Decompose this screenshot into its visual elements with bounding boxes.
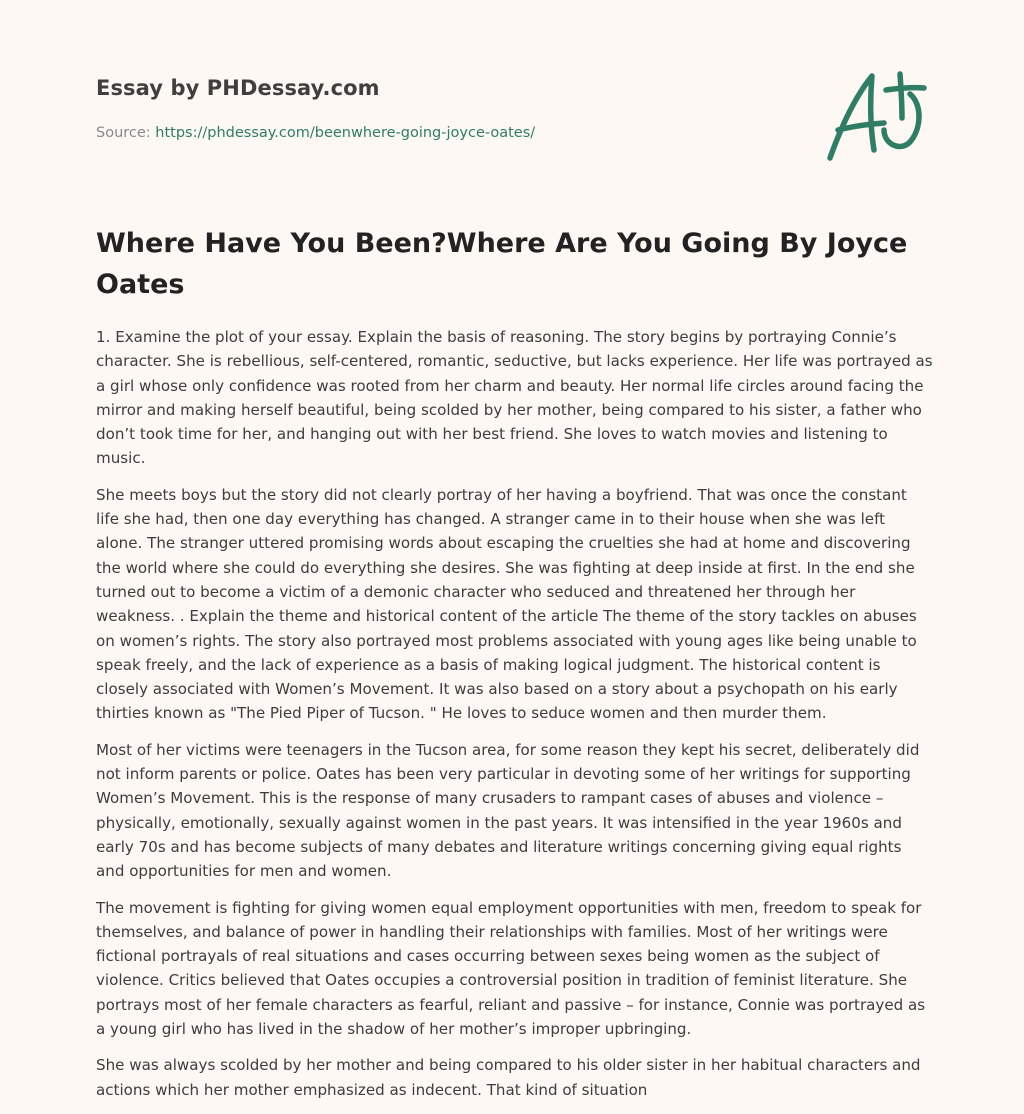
site-title: Essay by PHDessay.com <box>96 76 380 100</box>
header <box>96 76 936 176</box>
essay-body <box>96 325 934 1114</box>
source-line <box>96 125 535 141</box>
essay-title: Where Have You Been?Where Are You Going By Joyce Oates <box>96 228 908 300</box>
essay-paragraph: She was always scolded by her mother and being compared to his older sister in her habitual characters and actions which her mother emphasized as indecent. That kind of situation <box>96 1056 921 1099</box>
source-label: Source: <box>96 125 151 141</box>
essay-paragraph: She meets boys but the story did not clearly portray of her having a boyfriend. That was once the constant life she had, then one day everything has changed. A stranger came in to their house when she was left alone. The stranger uttered promising words about escaping the cruelties she had at home and discovering the world where she could do everything she desires. She was fighting at deep inside at first. In the end she turned out to become a victim of a demonic character who seduced and threatened her through her weakness. . Explain the theme and historical content of the article The theme of the story tackles on abuses on women’s rights. The story also portrayed most problems associated with young ages like being unable to speak freely, and the lack of experience as a basis of making logical judgment. The historical content is closely associated with Women’s Movement. It was also based on a story about a psychopath on his early thirties known as "The Pied Piper of Tucson. " He loves to seduce women and then murder them. <box>96 485 917 723</box>
a-plus-logo-icon <box>824 68 930 164</box>
essay-paragraph: 1. Examine the plot of your essay. Explain the basis of reasoning. The story begins by portraying Connie’s character. She is rebellious, self-centered, romantic, seductive, but lacks experience. Her life was portrayed as a girl whose only confidence was rooted from her charm and beauty. Her normal life circles around facing the mirror and making herself beautiful, being scolded by her mother, being compared to his sister, a father who don’t took time for her, and hanging out with her best friend. She loves to watch movies and listening to music. <box>96 328 933 468</box>
essay-paragraph: Most of her victims were teenagers in the Tucson area, for some reason they kept his secret, deliberately did not inform parents or police. Oates has been very particular in devoting some of her writings for supporting Women’s Movement. This is the response of many crusaders to rampant cases of abuses and violence – physically, emotionally, sexually against women in the past years. It was intensified in the year 1960s and early 70s and has become subjects of many debates and literature writings concerning giving equal rights and opportunities for men and women. <box>96 740 920 881</box>
essay-paragraph: The movement is fighting for giving women equal employment opportunities with men, freedom to speak for themselves, and balance of power in handling their relationships with families. Most of her writings were fictional portrayals of real situations and cases occurring between sexes being women as the subject of violence. Critics believed that Oates occupies a controversial position in tradition of feminist literature. She portrays most of her female characters as fearful, reliant and passive – for instance, Connie was portrayed as a young girl who has lived in the shadow of her mother’s improper upbringing. <box>96 898 926 1039</box>
source-link[interactable]: https://phdessay.com/beenwhere-going-joyce-oates/ <box>155 125 536 141</box>
